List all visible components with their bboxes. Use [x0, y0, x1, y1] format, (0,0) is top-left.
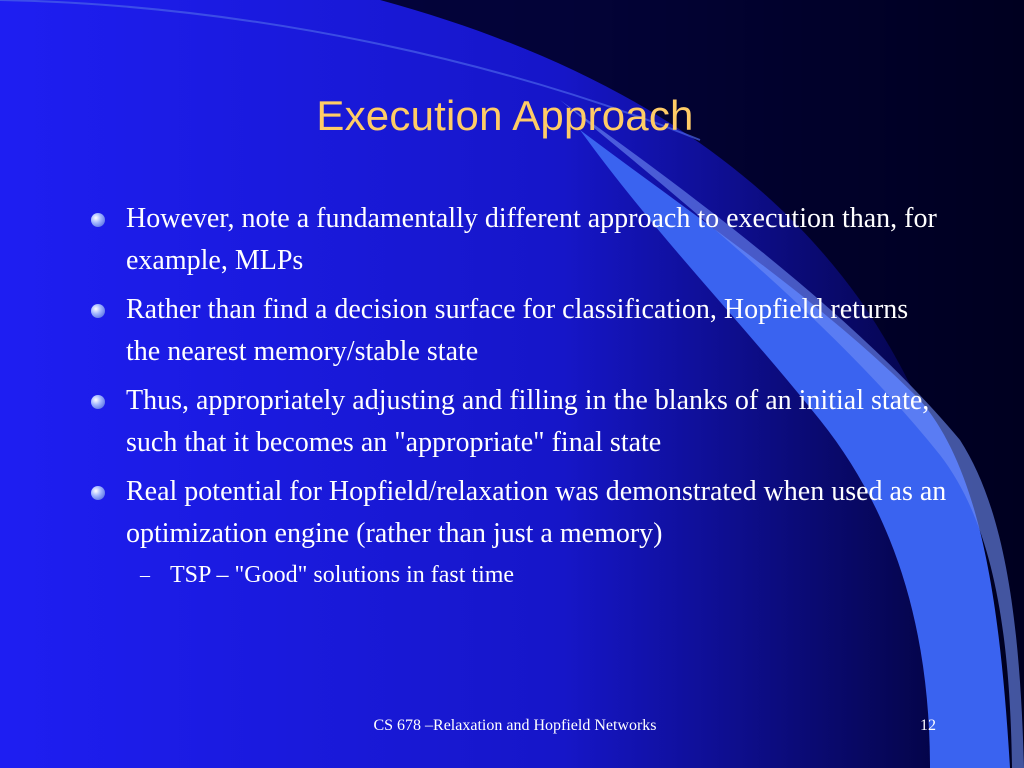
bullet-text: Rather than find a decision surface for classification, Hopfield returns the nearest memory/stable state [126, 294, 909, 367]
bullet-item [88, 471, 948, 554]
sub-bullet-text: TSP – "Good" solutions in fast time [170, 562, 515, 588]
bullet-text: However, note a fundamentally different approach to execution than, for example, MLPs [126, 203, 937, 276]
bullet-item [88, 289, 948, 372]
bullet-dot-icon [91, 486, 105, 500]
bullet-dot-icon [91, 304, 105, 318]
slide-title: Execution Approach [316, 92, 694, 139]
bullet-text: Thus, appropriately adjusting and filling in the blanks of an initial state, such that it becomes an "appropriate" final state [126, 385, 930, 458]
dash-icon: – [140, 564, 150, 586]
bullet-dot-icon [91, 395, 105, 409]
bullet-item [88, 198, 948, 281]
page-number: 12 [920, 717, 936, 734]
sub-bullet-item [88, 558, 948, 592]
bullet-list [88, 198, 948, 592]
bullet-item [88, 380, 948, 463]
bullet-dot-icon [91, 213, 105, 227]
bullet-text: Real potential for Hopfield/relaxation was demonstrated when used as an optimization engine (rather than just a memory) [126, 476, 947, 549]
footer-text: CS 678 –Relaxation and Hopfield Networks [373, 717, 657, 734]
